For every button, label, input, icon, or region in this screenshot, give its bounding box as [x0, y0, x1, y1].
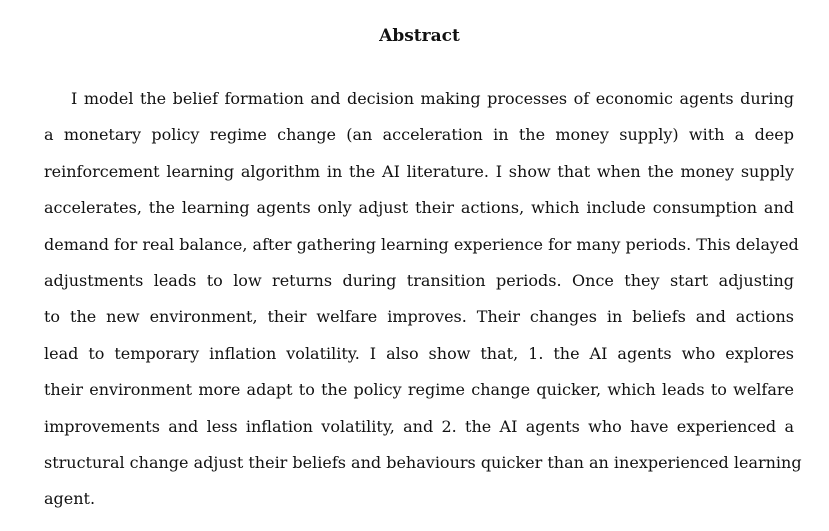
abstract-heading: Abstract: [379, 26, 460, 46]
abstract-line: to the new environment, their welfare improves. Their changes in beliefs and actions: [44, 307, 794, 327]
abstract-line: reinforcement learning algorithm in the AI literature. I show that when the money supply: [44, 161, 794, 181]
abstract-line: improvements and less inflation volatility, and 2. the AI agents who have experienced a: [44, 416, 794, 436]
abstract-line: demand for real balance, after gathering learning experience for many periods. This delayed: [44, 234, 799, 254]
abstract-line: their environment more adapt to the policy regime change quicker, which leads to welfare: [44, 380, 794, 400]
abstract-line: agent.: [44, 489, 96, 509]
abstract-line: I model the belief formation and decision making processes of economic agents during: [71, 89, 794, 108]
abstract-line: accelerates, the learning agents only adjust their actions, which include consumption and: [44, 198, 794, 218]
abstract-line: a monetary policy regime change (an acceleration in the money supply) with a deep: [44, 125, 794, 145]
abstract-line: adjustments leads to low returns during transition periods. Once they start adjusting: [44, 270, 794, 290]
abstract-body: [44, 87, 802, 524]
abstract-line: lead to temporary inflation volatility. I also show that, 1. the AI agents who explores: [44, 343, 794, 363]
abstract-line: structural change adjust their beliefs and behaviours quicker than an inexperienced learning: [44, 452, 802, 472]
